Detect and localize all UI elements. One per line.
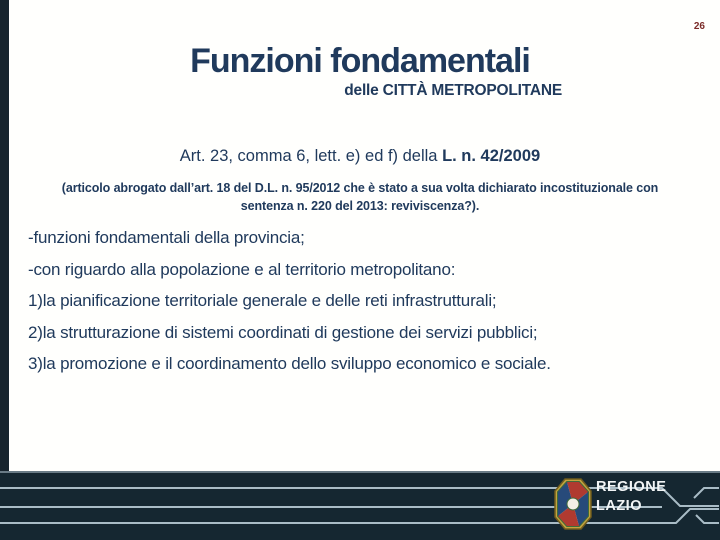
- page-title: Funzioni fondamentali: [190, 42, 530, 80]
- article-reference: [0, 147, 720, 166]
- list-item: 3)la promozione e il coordinamento dello sviluppo economico e sociale.: [28, 354, 551, 373]
- article-reference-text: Art. 23, comma 6, lett. e) ed f) della: [179, 147, 443, 165]
- body-list: [28, 222, 710, 380]
- page-number: 26: [693, 21, 705, 32]
- abrogation-note: [46, 179, 674, 215]
- wordmark-lazio: LAZIO: [596, 498, 642, 514]
- wordmark-regione: REGIONE: [596, 479, 667, 495]
- page-subtitle: delle CITTÀ METROPOLITANE: [344, 81, 562, 99]
- title-block: [0, 44, 720, 100]
- list-item: 1)la pianificazione territoriale generale e delle reti infrastrutturali;: [28, 291, 497, 310]
- regione-lazio-wordmark: [596, 479, 668, 515]
- footer-band: [0, 471, 720, 540]
- abrogation-note-text: (articolo abrogato dall’art. 18 del D.L. n. 95/2012 che è stato a sua volta dichiarato incostituzionale con sentenza n. 220 del 2013:: [61, 181, 659, 213]
- law-number: L. n. 42/2009: [442, 147, 541, 165]
- list-item: -con riguardo alla popolazione e al territorio metropolitano:: [28, 259, 456, 279]
- reviviscenza-word: reviviscenza?: [391, 199, 472, 213]
- list-item: 2)la strutturazione di sistemi coordinati di gestione dei servizi pubblici;: [28, 322, 538, 342]
- regione-lazio-crest-icon: [554, 478, 592, 530]
- list-item: -funzioni fondamentali della provincia;: [28, 228, 305, 247]
- abrogation-note-suffix: ).: [471, 199, 480, 213]
